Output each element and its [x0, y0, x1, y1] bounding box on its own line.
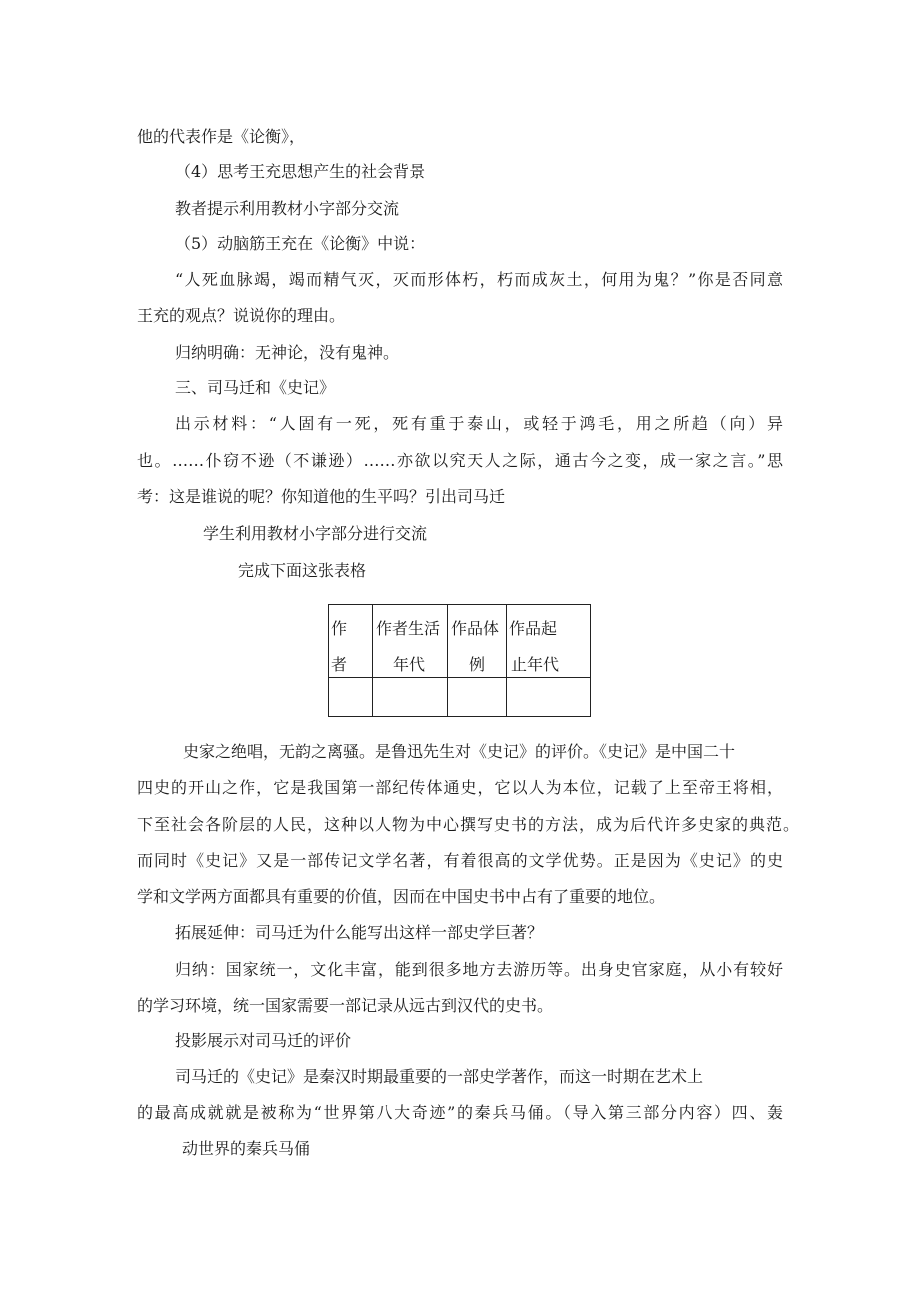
info-table [328, 604, 591, 717]
text-line-1: 他的代表作是《论衡》， [137, 127, 306, 146]
header-text: 作 [331, 619, 348, 638]
text-line-2: （4）思考王充思想产生的社会背景 [175, 162, 426, 181]
text-line-9: 出示材料：“人固有一死，死有重于泰山，或轻于鸿毛，用之所趋（向）异 [175, 414, 783, 433]
header-text: 止年代 [511, 655, 560, 674]
text-line-5: “人死血脉竭，竭而精气灭，灭而形体朽，朽而成灰土，何用为鬼？”你是否同意 [175, 270, 783, 289]
table-row [329, 678, 591, 717]
table-header-cell [448, 605, 507, 678]
text-line-15: 四史的开山之作，它是我国第一部纪传体通史，它以人为本位，记载了上至帝王将相， [137, 778, 783, 797]
header-text: 者 [331, 655, 348, 674]
text-line-22: 投影展示对司马迁的评价 [175, 1031, 352, 1050]
text-line-24: 的最高成就就是被称为“世界第八大奇迹”的秦兵马俑。（导入第三部分内容）四、轰 [137, 1103, 783, 1122]
text-line-11: 考：这是谁说的呢？你知道他的生平吗？引出司马迁 [137, 487, 506, 506]
section-heading-sima-qian: 三、司马迁和《史记》 [175, 378, 336, 397]
text-line-10: 也。……仆窃不逊（不谦逊）……亦欲以究天人之际，通古今之变，成一家之言。”思 [137, 451, 783, 470]
text-line-20: 归纳：国家统一，文化丰富，能到很多地方去游历等。出身史官家庭，从小有较好 [175, 960, 783, 979]
text-line-23: 司马迁的《史记》是秦汉时期最重要的一部史学著作，而这一时期在艺术上 [175, 1067, 704, 1086]
text-line-16: 下至社会各阶层的人民，这种以人物为中心撰写史书的方法，成为后代许多史家的典范。 [137, 815, 799, 834]
header-text: 作品起 [509, 619, 558, 638]
text-line-7: 归纳明确：无神论，没有鬼神。 [175, 343, 400, 362]
text-line-19: 拓展延伸：司马迁为什么能写出这样一部史学巨著？ [175, 923, 544, 942]
table-header-cell [329, 605, 373, 678]
text-line-13: 完成下面这张表格 [238, 561, 367, 580]
text-line-18: 学和文学两方面都具有重要的价值，因而在中国史书中占有了重要的地位。 [137, 887, 666, 906]
text-line-12: 学生利用教材小字部分进行交流 [203, 524, 428, 543]
table-header-row [329, 605, 591, 678]
text-line-25: 动世界的秦兵马俑 [182, 1139, 311, 1158]
table-header-cell [507, 605, 591, 678]
text-line-21: 的学习环境，统一国家需要一部记录从远古到汉代的史书。 [137, 996, 554, 1015]
header-text: 作者生活 [376, 619, 441, 638]
header-text: 作品体 [451, 619, 500, 638]
header-text: 年代 [393, 655, 426, 674]
table-cell [507, 678, 591, 717]
table-header-cell [373, 605, 448, 678]
text-line-3: 教者提示利用教材小字部分交流 [175, 199, 400, 218]
table-cell [329, 678, 373, 717]
header-text: 例 [469, 655, 486, 674]
text-line-17: 而同时《史记》又是一部传记文学名著，有着很高的文学优势。正是因为《史记》的史 [137, 851, 783, 870]
text-line-4: （5）动脑筋王充在《论衡》中说： [175, 234, 426, 253]
text-line-6: 王充的观点？说说你的理由。 [137, 306, 346, 325]
table-cell [373, 678, 448, 717]
text-line-14: 史家之绝唱，无韵之离骚。是鲁迅先生对《史记》的评价。《史记》是中国二十 [183, 742, 736, 761]
table-cell [448, 678, 507, 717]
